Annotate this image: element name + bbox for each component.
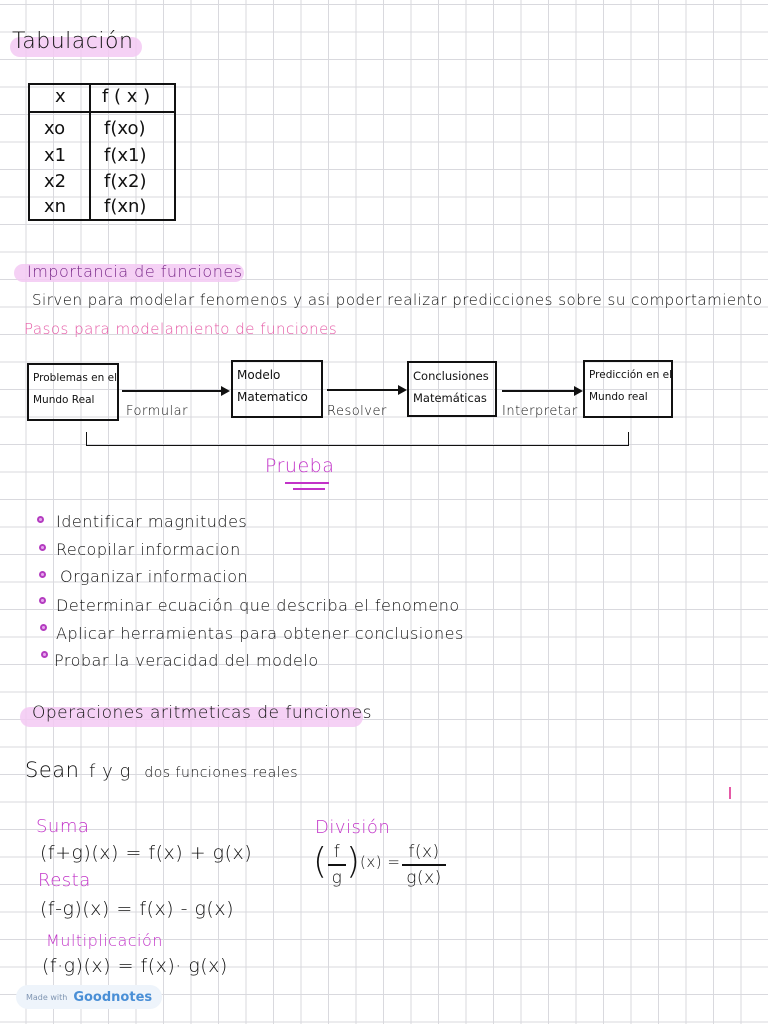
prueba-label: Prueba (265, 455, 335, 477)
pasos-heading: Pasos para modelamiento de funciones (24, 320, 338, 338)
importancia-sentence: Sirven para modelar fenomenos y asi poder realizar predicciones sobre su comportamiento (32, 291, 763, 309)
prueba-underline (285, 482, 329, 484)
resta-formula: (f-g)(x) = f(x) - g(x) (40, 898, 235, 920)
box-line: Conclusiones (413, 369, 489, 383)
operaciones-intro (25, 758, 298, 782)
diagram-box-modelo (231, 360, 323, 418)
arrow-head-icon (398, 385, 407, 395)
edge-label-interpretar: Interpretar (502, 404, 578, 419)
step-item: Probar la veracidad del modelo (54, 651, 319, 670)
step-item: Identificar magnitudes (56, 512, 248, 531)
table-cell: xo (44, 118, 66, 139)
intro-rest: dos funciones reales (144, 765, 299, 781)
div-rhs-num: f(x) (408, 842, 440, 862)
div-lhs-num: f (333, 842, 341, 862)
box-line: Modelo (237, 368, 281, 382)
fraction-bar (328, 864, 346, 866)
pen-mark (729, 787, 731, 799)
table-cell: x1 (44, 145, 67, 166)
importancia-heading: Importancia de funciones (27, 262, 243, 281)
suma-formula: (f+g)(x) = f(x) + g(x) (40, 842, 253, 864)
bullet-icon (40, 624, 47, 631)
step-item: Organizar informacion (60, 567, 249, 586)
box-line: Mundo real (589, 391, 648, 403)
mult-label: Multiplicación (46, 931, 163, 950)
box-line: Mundo Real (33, 394, 95, 406)
table-cell: f(x2) (104, 171, 147, 192)
div-lhs-fraction (328, 842, 346, 888)
table-cell: x2 (44, 171, 67, 192)
diagram-box-problemas (27, 363, 119, 421)
mult-formula: (f·g)(x) = f(x)· g(x) (42, 955, 228, 977)
arrow-interpretar (502, 390, 575, 392)
resta-label: Resta (38, 870, 91, 891)
div-rhs-fraction (402, 842, 446, 888)
div-label: División (315, 817, 391, 838)
table-divider (89, 85, 91, 219)
badge-made-with: Made with (26, 992, 68, 1002)
table-cell: xn (44, 196, 67, 217)
div-lhs-open-paren: ( (313, 841, 328, 882)
box-line: Matematico (237, 390, 308, 404)
badge-brand: Goodnotes (73, 989, 153, 1005)
table-cell: f(xo) (104, 118, 146, 139)
table-divider (30, 111, 174, 113)
step-item: Recopilar informacion (56, 540, 241, 559)
bullet-icon (39, 544, 46, 551)
bullet-icon (37, 516, 44, 523)
diagram-box-conclusiones (407, 361, 497, 417)
arrow-resolver (327, 389, 399, 391)
goodnotes-badge[interactable] (16, 985, 162, 1009)
arrow-head-icon (221, 386, 230, 396)
operaciones-heading: Operaciones aritmeticas de funciones (32, 703, 372, 723)
table-cell: f(xn) (104, 196, 147, 217)
box-line: Problemas en el (33, 372, 117, 384)
table-header-x: x (55, 86, 66, 107)
intro-sean: Sean (25, 758, 80, 782)
div-lhs-den: g (331, 867, 343, 888)
arrow-formular (122, 390, 222, 392)
div-rhs-den: g(x) (406, 867, 442, 888)
fraction-bar (402, 864, 446, 866)
tabulacion-heading: Tabulación (12, 29, 134, 54)
bullet-icon (39, 571, 46, 578)
tabulation-table (28, 83, 176, 221)
intro-fg: f y g (89, 761, 131, 782)
prueba-underline (293, 488, 325, 490)
diagram-box-prediccion (583, 360, 673, 418)
bullet-icon (41, 651, 48, 658)
step-item: Determinar ecuación que describa el fenomeno (56, 596, 460, 615)
box-line: Matemáticas (413, 391, 487, 405)
bullet-icon (39, 597, 46, 604)
arrow-head-icon (574, 386, 583, 396)
edge-label-formular: Formular (126, 404, 188, 419)
step-item: Aplicar herramientas para obtener conclusiones (56, 624, 464, 643)
edge-label-resolver: Resolver (327, 404, 387, 419)
table-header-fx: f ( x ) (102, 86, 151, 107)
box-line: Predicción en el (589, 369, 672, 381)
div-lhs-arg: (x) = (360, 853, 401, 871)
feedback-bracket (86, 432, 629, 446)
suma-label: Suma (36, 816, 90, 837)
div-lhs-close-paren: ) (346, 841, 361, 882)
table-cell: f(x1) (104, 145, 147, 166)
